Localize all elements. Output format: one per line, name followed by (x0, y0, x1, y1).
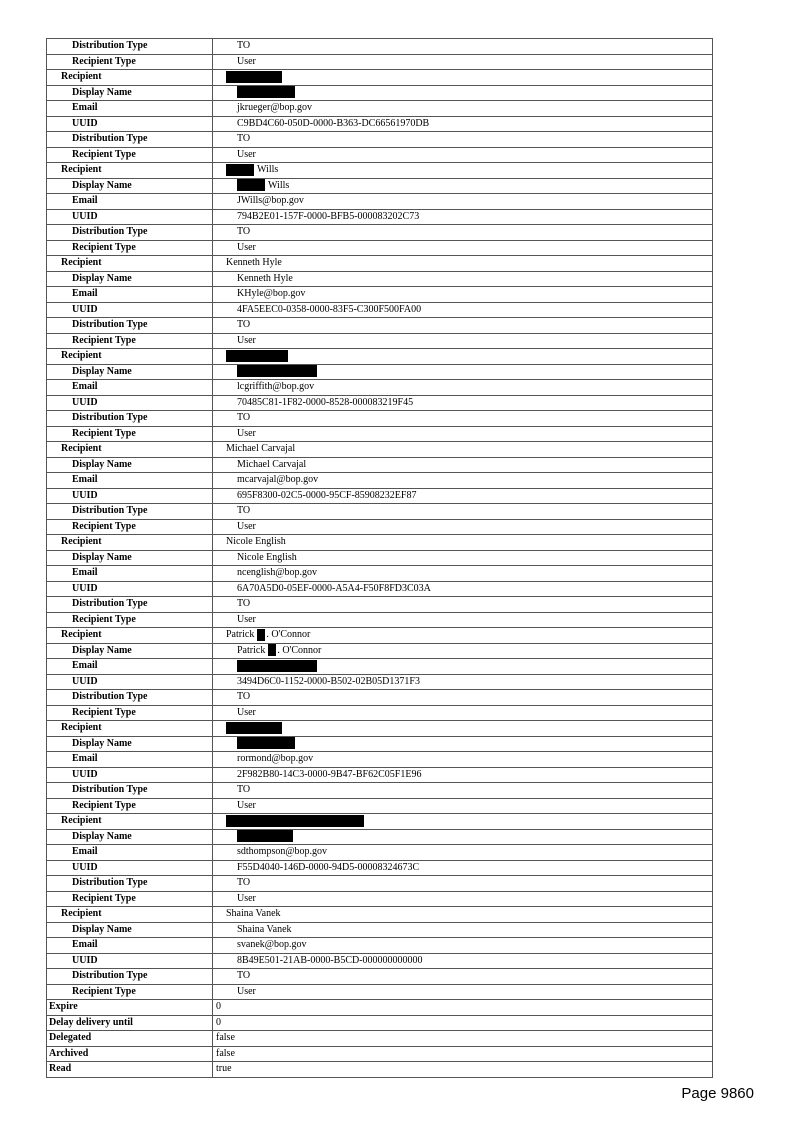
table-row (47, 1000, 713, 1016)
field-label: UUID (47, 395, 213, 411)
redaction-block (257, 629, 265, 641)
field-label: Distribution Type (47, 39, 213, 55)
field-label: UUID (47, 860, 213, 876)
table-row (47, 690, 713, 706)
field-label: UUID (47, 209, 213, 225)
table-row (47, 147, 713, 163)
field-value: User (213, 798, 713, 814)
field-value: false (213, 1031, 713, 1047)
table-row (47, 1031, 713, 1047)
table-row (47, 473, 713, 489)
field-label: Recipient Type (47, 612, 213, 628)
field-label: UUID (47, 116, 213, 132)
table-row (47, 783, 713, 799)
table-row (47, 70, 713, 86)
table-row (47, 395, 713, 411)
field-label: Recipient (47, 721, 213, 737)
table-row (47, 380, 713, 396)
field-value: 695F8300-02C5-0000-95CF-85908232EF87 (213, 488, 713, 504)
field-value: 8B49E501-21AB-0000-B5CD-000000000000 (213, 953, 713, 969)
field-value: User (213, 426, 713, 442)
field-value: false (213, 1046, 713, 1062)
table-row (47, 302, 713, 318)
field-value: JWills@bop.gov (213, 194, 713, 210)
field-label: Recipient (47, 70, 213, 86)
field-value: TO (213, 39, 713, 55)
table-row (47, 581, 713, 597)
field-value: TO (213, 225, 713, 241)
field-value: User (213, 240, 713, 256)
table-row (47, 674, 713, 690)
table-row (47, 767, 713, 783)
field-value: TO (213, 690, 713, 706)
field-value: Shaina Vanek (213, 907, 713, 923)
field-label: Email (47, 194, 213, 210)
field-value: 4FA5EEC0-0358-0000-83F5-C300F500FA00 (213, 302, 713, 318)
field-label: Display Name (47, 178, 213, 194)
field-label: Email (47, 659, 213, 675)
field-label: Recipient Type (47, 891, 213, 907)
field-label: Distribution Type (47, 225, 213, 241)
table-row (47, 1046, 713, 1062)
field-label: Distribution Type (47, 969, 213, 985)
message-properties-table (46, 38, 713, 1078)
field-label: Recipient (47, 535, 213, 551)
field-label: Recipient Type (47, 705, 213, 721)
table-row (47, 256, 713, 272)
table-row (47, 333, 713, 349)
redaction-block (237, 365, 317, 377)
field-label: UUID (47, 767, 213, 783)
field-label: Recipient (47, 256, 213, 272)
field-value (213, 163, 713, 179)
field-value: Nicole English (213, 550, 713, 566)
table-row (47, 891, 713, 907)
redaction-block (237, 737, 295, 749)
field-label: Recipient Type (47, 54, 213, 70)
field-value: 2F982B80-14C3-0000-9B47-BF62C05F1E96 (213, 767, 713, 783)
table-row (47, 442, 713, 458)
table-row (47, 814, 713, 830)
redaction-block (226, 722, 282, 734)
field-label: Display Name (47, 736, 213, 752)
field-label: Distribution Type (47, 504, 213, 520)
table-row (47, 860, 713, 876)
field-value: User (213, 705, 713, 721)
field-value (213, 814, 713, 830)
field-label: Recipient (47, 163, 213, 179)
table-row (47, 39, 713, 55)
table-row (47, 209, 713, 225)
field-label: Display Name (47, 550, 213, 566)
field-label: Display Name (47, 922, 213, 938)
table-row (47, 519, 713, 535)
field-value: 70485C81-1F82-0000-8528-000083219F45 (213, 395, 713, 411)
table-row (47, 829, 713, 845)
field-value: sdthompson@bop.gov (213, 845, 713, 861)
field-label: Recipient (47, 349, 213, 365)
value-text: Patrick (237, 644, 266, 656)
table-row (47, 318, 713, 334)
field-label: Recipient Type (47, 240, 213, 256)
field-label: Distribution Type (47, 783, 213, 799)
field-value: TO (213, 132, 713, 148)
field-value (213, 349, 713, 365)
table-row (47, 426, 713, 442)
field-label: Display Name (47, 643, 213, 659)
field-label: UUID (47, 488, 213, 504)
field-value: Michael Carvajal (213, 457, 713, 473)
field-value: 6A70A5D0-05EF-0000-A5A4-F50F8FD3C03A (213, 581, 713, 597)
table-row (47, 178, 713, 194)
table-row (47, 85, 713, 101)
field-value: lcgriffith@bop.gov (213, 380, 713, 396)
table-row (47, 1015, 713, 1031)
value-text: Patrick (226, 629, 255, 641)
field-label: UUID (47, 953, 213, 969)
field-label: Recipient (47, 814, 213, 830)
field-label: Distribution Type (47, 690, 213, 706)
field-value: User (213, 519, 713, 535)
field-value (213, 643, 713, 659)
table-row (47, 736, 713, 752)
field-label: Display Name (47, 85, 213, 101)
value-text-suffix: . O'Connor (277, 644, 322, 656)
field-label: Email (47, 473, 213, 489)
redaction-block (268, 644, 276, 656)
table-row (47, 101, 713, 117)
table-row (47, 132, 713, 148)
field-label: UUID (47, 581, 213, 597)
field-value: TO (213, 318, 713, 334)
field-value: User (213, 54, 713, 70)
table-row (47, 457, 713, 473)
redaction-block (237, 660, 317, 672)
field-label: Delegated (47, 1031, 213, 1047)
field-label: Email (47, 845, 213, 861)
table-row (47, 1062, 713, 1078)
field-label: Recipient (47, 442, 213, 458)
table-row (47, 612, 713, 628)
redaction-block (237, 179, 265, 191)
field-label: Distribution Type (47, 318, 213, 334)
field-value: rormond@bop.gov (213, 752, 713, 768)
table-row (47, 349, 713, 365)
field-label: Recipient Type (47, 519, 213, 535)
field-value: User (213, 984, 713, 1000)
field-label: Email (47, 752, 213, 768)
field-value (213, 628, 713, 644)
field-label: Display Name (47, 457, 213, 473)
table-row (47, 194, 713, 210)
redaction-block (226, 815, 364, 827)
field-value: KHyle@bop.gov (213, 287, 713, 303)
field-value (213, 736, 713, 752)
field-label: Email (47, 566, 213, 582)
field-label: Recipient Type (47, 798, 213, 814)
page-number: Page 9860 (681, 1085, 754, 1102)
field-value: TO (213, 783, 713, 799)
field-value: Michael Carvajal (213, 442, 713, 458)
table-row (47, 504, 713, 520)
field-label: Expire (47, 1000, 213, 1016)
value-text-suffix: . O'Connor (266, 629, 311, 641)
field-label: Recipient Type (47, 426, 213, 442)
field-value: ncenglish@bop.gov (213, 566, 713, 582)
table-row (47, 566, 713, 582)
redaction-block (226, 164, 254, 176)
field-value (213, 829, 713, 845)
field-value (213, 178, 713, 194)
table-row (47, 240, 713, 256)
table-row (47, 922, 713, 938)
table-row (47, 907, 713, 923)
field-label: Distribution Type (47, 597, 213, 613)
field-value: 0 (213, 1000, 713, 1016)
field-label: UUID (47, 674, 213, 690)
field-label: Delay delivery until (47, 1015, 213, 1031)
field-label: Display Name (47, 829, 213, 845)
table-row (47, 271, 713, 287)
value-text: Wills (257, 164, 279, 176)
table-row (47, 969, 713, 985)
field-label: Recipient (47, 907, 213, 923)
field-label: Archived (47, 1046, 213, 1062)
table-row (47, 705, 713, 721)
table-row (47, 488, 713, 504)
field-value: C9BD4C60-050D-0000-B363-DC66561970DB (213, 116, 713, 132)
field-label: Recipient (47, 628, 213, 644)
field-value: User (213, 147, 713, 163)
field-value: User (213, 612, 713, 628)
table-row (47, 364, 713, 380)
field-label: Distribution Type (47, 132, 213, 148)
table-row (47, 287, 713, 303)
table-row (47, 628, 713, 644)
field-label: Recipient Type (47, 984, 213, 1000)
field-value: TO (213, 597, 713, 613)
redaction-block (237, 86, 295, 98)
table-row (47, 163, 713, 179)
field-value: TO (213, 876, 713, 892)
redaction-block (226, 71, 282, 83)
field-label: Email (47, 380, 213, 396)
table-row (47, 845, 713, 861)
field-label: Recipient Type (47, 147, 213, 163)
table-row (47, 550, 713, 566)
redaction-block (237, 830, 293, 842)
table-row (47, 225, 713, 241)
field-label: Email (47, 287, 213, 303)
field-value: Kenneth Hyle (213, 256, 713, 272)
field-label: Display Name (47, 364, 213, 380)
field-value: TO (213, 504, 713, 520)
field-value: User (213, 333, 713, 349)
table-row (47, 535, 713, 551)
field-label: Email (47, 938, 213, 954)
field-label: Recipient Type (47, 333, 213, 349)
table-row (47, 721, 713, 737)
field-value: mcarvajal@bop.gov (213, 473, 713, 489)
table-row (47, 938, 713, 954)
field-label: Display Name (47, 271, 213, 287)
field-value: Nicole English (213, 535, 713, 551)
field-value: Kenneth Hyle (213, 271, 713, 287)
field-value (213, 721, 713, 737)
field-label: Distribution Type (47, 876, 213, 892)
redaction-block (226, 350, 288, 362)
field-value: svanek@bop.gov (213, 938, 713, 954)
field-label: Email (47, 101, 213, 117)
table-row (47, 54, 713, 70)
field-label: UUID (47, 302, 213, 318)
field-label: Distribution Type (47, 411, 213, 427)
field-value: Shaina Vanek (213, 922, 713, 938)
field-value: User (213, 891, 713, 907)
field-value: true (213, 1062, 713, 1078)
table-row (47, 597, 713, 613)
field-value: jkrueger@bop.gov (213, 101, 713, 117)
field-value: 3494D6C0-1152-0000-B502-02B05D1371F3 (213, 674, 713, 690)
field-value: TO (213, 969, 713, 985)
table-row (47, 116, 713, 132)
value-text: Wills (268, 179, 290, 191)
table-row (47, 953, 713, 969)
table-row (47, 643, 713, 659)
table-row (47, 659, 713, 675)
table-row (47, 798, 713, 814)
table-row (47, 752, 713, 768)
field-value (213, 659, 713, 675)
field-label: Read (47, 1062, 213, 1078)
table-row (47, 984, 713, 1000)
field-value: 0 (213, 1015, 713, 1031)
field-value: F55D4040-146D-0000-94D5-00008324673C (213, 860, 713, 876)
table-row (47, 411, 713, 427)
field-value: 794B2E01-157F-0000-BFB5-000083202C73 (213, 209, 713, 225)
field-value (213, 85, 713, 101)
field-value (213, 70, 713, 86)
field-value: TO (213, 411, 713, 427)
field-value (213, 364, 713, 380)
table-row (47, 876, 713, 892)
